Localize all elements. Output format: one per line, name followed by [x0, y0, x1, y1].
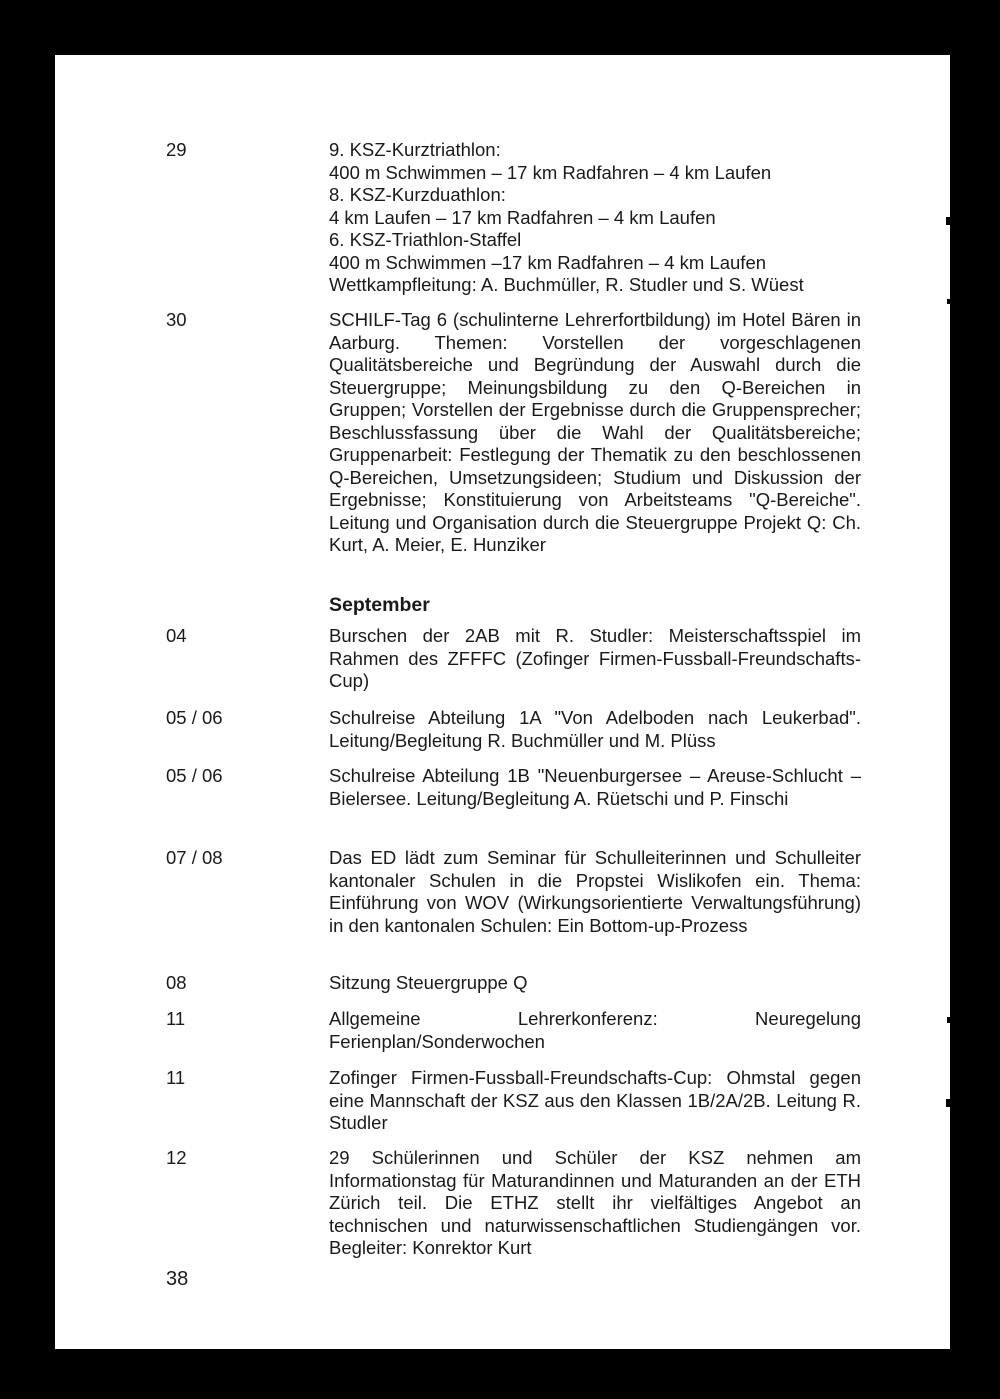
entry-line: 400 m Schwimmen – 17 km Radfahren – 4 km Laufen: [329, 161, 772, 183]
scan-speck: [947, 299, 950, 304]
entry-line: Wettkampfleitung: A. Buchmüller, R. Studler und S. Wüest: [329, 274, 804, 295]
entry-text: Sitzung Steuergruppe Q: [329, 972, 528, 993]
entry-text: [329, 139, 861, 297]
month-heading: September: [329, 594, 430, 616]
entry-text: 29 Schülerinnen und Schüler der KSZ nehmen am Informationstag für Maturandinnen und Maturanden an der ETH Zürich teil. Die ETHZ stellt ihr vielfältiges Angebot an technischen und naturwissenschaftlichen Studiengängen vor. Begleiter: Konrektor Kurt: [329, 1147, 861, 1258]
scan-speck: [947, 1017, 950, 1023]
entry-text: SCHILF-Tag 6 (schulinterne Lehrerfortbildung) im Hotel Bären in Aarburg. Themen: Vorstellen der vorgeschlagenen Qualitätsbereiche und Begründung der Auswahl durch die Steuergruppe; Meinungsbildung zu den Q-Bereichen in Gruppen; Vorstellen der Ergebnisse durch die Gruppensprecher; Beschlussfassung über die Wahl der Qualitätsbereiche; Gruppenarbeit: Festlegung der Thematik zu den beschlossenen Q-Bereichen, Umsetzungsideen; Studium und Diskussion der Ergebnisse; Konstituierung von Arbeitsteams "Q-Bereiche". Leitung und Organisation durch die Steuergruppe Projekt Q: Ch. Kurt, A. Meier, E. Hunziker: [329, 309, 861, 555]
entry-date: 05 / 06: [166, 707, 223, 728]
entry-line: 8. KSZ-Kurzduathlon:: [329, 184, 506, 205]
entry-line: 4 km Laufen – 17 km Radfahren – 4 km Laufen: [329, 206, 716, 228]
entry-line: 6. KSZ-Triathlon-Staffel: [329, 229, 522, 250]
entry-date: 07 / 08: [166, 847, 223, 868]
scan-speck: [946, 217, 950, 225]
document-page: [55, 55, 950, 1349]
entry-date: 11: [166, 1067, 186, 1088]
entry-text: Allgemeine Lehrerkonferenz: Neuregelung Ferienplan/Sonderwochen: [329, 1008, 861, 1052]
entry-date: 30: [166, 309, 187, 330]
entry-line: 400 m Schwimmen –17 km Radfahren – 4 km Laufen: [329, 251, 767, 273]
entry-text: Schulreise Abteilung 1A "Von Adelboden nach Leukerbad". Leitung/Begleitung R. Buchmüller und M. Plüss: [329, 707, 861, 751]
entry-text: Schulreise Abteilung 1B "Neuenburgersee – Areuse-Schlucht – Bielersee. Leitung/Begleitung A. Rüetschi und P. Finschi: [329, 765, 861, 809]
entry-text: Das ED lädt zum Seminar für Schulleiterinnen und Schulleiter kantonaler Schulen in die Propstei Wislikofen ein. Thema: Einführung von WOV (Wirkungsorientierte Verwaltungsführung) in den kantonalen Schulen: Ein Bottom-up-Prozess: [329, 847, 861, 936]
entry-text: Zofinger Firmen-Fussball-Freundschafts-Cup: Ohmstal gegen eine Mannschaft der KSZ aus den Klassen 1B/2A/2B. Leitung R. Studler: [329, 1067, 861, 1133]
entry-date: 05 / 06: [166, 765, 223, 786]
entry-date: 12: [166, 1147, 187, 1168]
entry-date: 11: [166, 1008, 186, 1029]
page-number: 38: [166, 1268, 189, 1290]
entry-text: Burschen der 2AB mit R. Studler: Meisterschaftsspiel im Rahmen des ZFFFC (Zofinger Firmen-Fussball-Freundschafts-Cup): [329, 625, 861, 691]
entry-line: 9. KSZ-Kurztriathlon:: [329, 139, 501, 160]
entry-date: 04: [166, 625, 187, 646]
scan-speck: [946, 1099, 950, 1107]
entry-date: 08: [166, 972, 187, 993]
entry-date: 29: [166, 139, 187, 160]
